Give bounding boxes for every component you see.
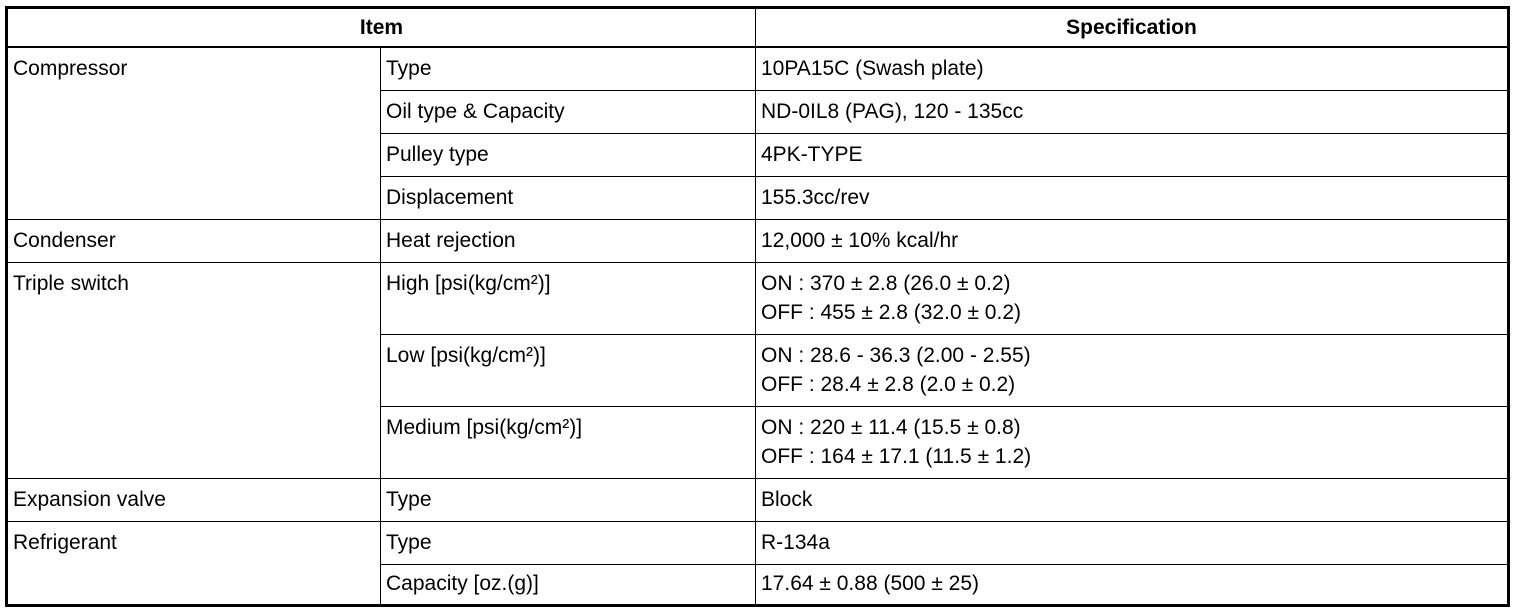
specification-table bbox=[5, 6, 1510, 607]
item-label: Displacement bbox=[381, 177, 756, 220]
table-row bbox=[7, 263, 1509, 335]
spec-line: 17.64 ± 0.88 (500 ± 25) bbox=[761, 572, 980, 595]
spec-value bbox=[756, 91, 1509, 134]
spec-value bbox=[756, 565, 1509, 606]
header-item: Item bbox=[7, 8, 756, 48]
group-refrigerant: Refrigerant bbox=[7, 522, 381, 606]
spec-line: 10PA15C (Swash plate) bbox=[761, 57, 984, 80]
group-triple-switch: Triple switch bbox=[7, 263, 381, 479]
table-row bbox=[7, 47, 1509, 91]
item-label: Heat rejection bbox=[381, 220, 756, 263]
item-label: Type bbox=[381, 47, 756, 91]
spec-line: 12,000 ± 10% kcal/hr bbox=[761, 229, 959, 252]
item-label: Type bbox=[381, 522, 756, 565]
header-specification: Specification bbox=[756, 8, 1509, 48]
group-expansion-valve: Expansion valve bbox=[7, 479, 381, 522]
item-label: Medium [psi(kg/cm²)] bbox=[381, 407, 756, 479]
table-row bbox=[7, 479, 1509, 522]
spec-value bbox=[756, 220, 1509, 263]
spec-line-off: OFF : 28.4 ± 2.8 (2.0 ± 0.2) bbox=[761, 373, 1016, 396]
item-label: High [psi(kg/cm²)] bbox=[381, 263, 756, 335]
spec-line-off: OFF : 164 ± 17.1 (11.5 ± 1.2) bbox=[761, 445, 1032, 468]
spec-value bbox=[756, 479, 1509, 522]
spec-value bbox=[756, 407, 1509, 479]
spec-line-on: ON : 220 ± 11.4 (15.5 ± 0.8) bbox=[761, 416, 1021, 439]
spec-value bbox=[756, 177, 1509, 220]
spec-line: 155.3cc/rev bbox=[761, 186, 870, 209]
spec-line-on: ON : 370 ± 2.8 (26.0 ± 0.2) bbox=[761, 272, 1011, 295]
spec-line: 4PK-TYPE bbox=[761, 143, 863, 166]
item-label: Capacity [oz.(g)] bbox=[381, 565, 756, 606]
spec-line-on: ON : 28.6 - 36.3 (2.00 - 2.55) bbox=[761, 344, 1031, 367]
spec-line: Block bbox=[761, 488, 813, 511]
group-compressor: Compressor bbox=[7, 47, 381, 220]
item-label: Oil type & Capacity bbox=[381, 91, 756, 134]
spec-line: R-134a bbox=[761, 531, 830, 554]
item-label: Low [psi(kg/cm²)] bbox=[381, 335, 756, 407]
spec-line: ND-0IL8 (PAG), 120 - 135cc bbox=[761, 100, 1024, 123]
item-label: Pulley type bbox=[381, 134, 756, 177]
table-row bbox=[7, 220, 1509, 263]
spec-line-off: OFF : 455 ± 2.8 (32.0 ± 0.2) bbox=[761, 301, 1021, 324]
spec-value bbox=[756, 134, 1509, 177]
spec-value bbox=[756, 335, 1509, 407]
spec-value bbox=[756, 47, 1509, 91]
spec-value bbox=[756, 522, 1509, 565]
item-label: Type bbox=[381, 479, 756, 522]
group-condenser: Condenser bbox=[7, 220, 381, 263]
table-header-row bbox=[7, 8, 1509, 48]
spec-value bbox=[756, 263, 1509, 335]
table-row bbox=[7, 522, 1509, 565]
